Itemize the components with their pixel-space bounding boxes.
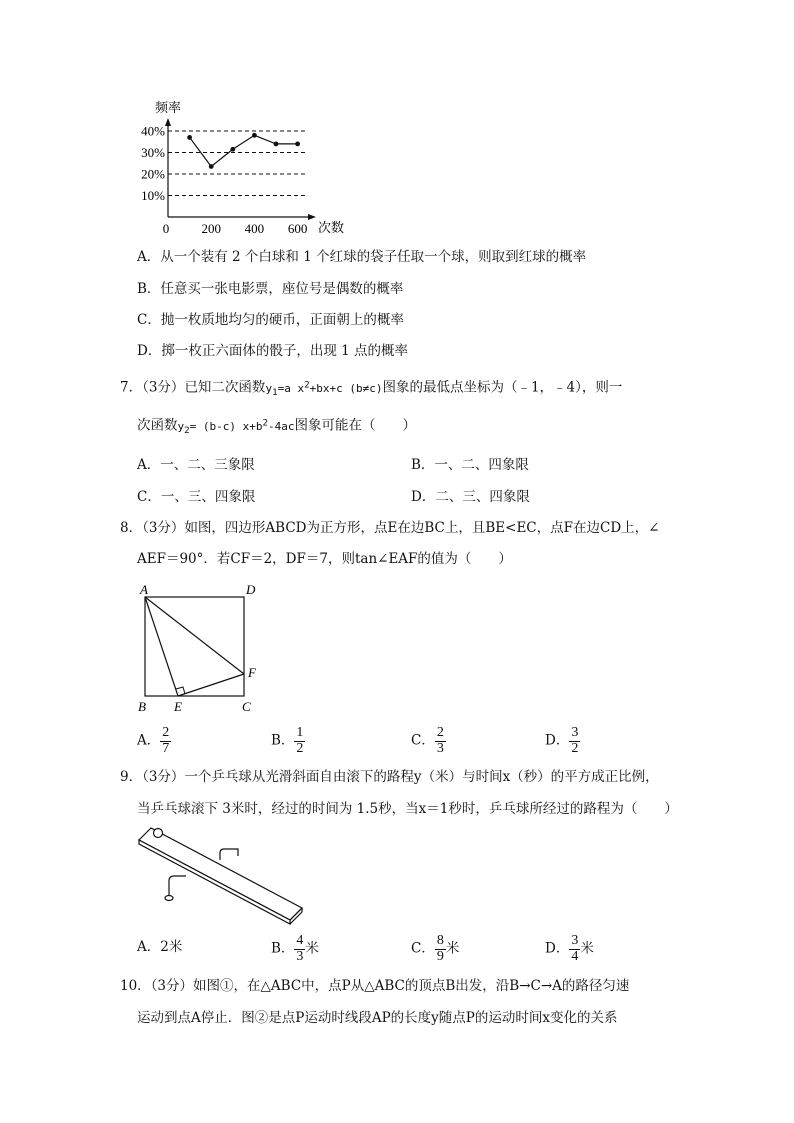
series-line [190,135,298,166]
label-b: B [138,699,146,714]
square-figure [130,580,270,715]
q8-option-b: B． $\frac{1}{2}$ [271,725,304,756]
q8-line1: 8．（3分）如图，四边形ABCD为正方形，点E在边BC上，且BE<EC，点F在边CD上，∠ [120,520,660,536]
q8-option-c: C． $\frac{2}{3}$ [411,725,444,756]
chart-ylabel: 频率 [155,100,182,115]
chart-xlabel: 次数 [318,220,345,235]
board-support-right [220,849,238,860]
y-tick-label: 10% [141,188,165,203]
ping-pong-ball [154,829,163,838]
q7-option-a: A．一、二、三象限 [137,457,255,473]
q7-option-d: D．二、三、四象限 [411,489,530,505]
segment-af [145,597,244,674]
label-c: C [242,699,251,714]
x-tick-label: 0 [162,221,170,236]
q8-line2: AEF＝90°．若CF＝2，DF＝7，则tan∠EAF的值为（ ） [137,551,512,567]
label-f: F [248,665,256,680]
data-point [295,142,300,147]
q8-option-a: A． $\frac{2}{7}$ [137,725,170,756]
q9-option-c: C． $\frac{8}{9}$ 米 [411,933,460,964]
x-tick-label: 400 [244,221,265,236]
q6-option-d: D．掷一枚正六面体的骰子，出现 1 点的概率 [137,343,408,359]
incline-board-figure [134,820,309,925]
label-e: E [174,699,182,714]
square-abcd [145,597,244,696]
data-point [230,147,235,152]
data-point [274,142,279,147]
q9-option-a: A．2米 [137,939,183,955]
q6-option-c: C．抛一枚质地均匀的硬币，正面朝上的概率 [137,312,404,328]
board-support-left [169,876,186,895]
x-tick-label: 600 [287,221,308,236]
segment-ef [178,674,244,696]
q7-option-b: B．一、二、四象限 [411,457,529,473]
board-support-foot [165,896,173,901]
x-tick-label: 200 [201,221,221,236]
q7-line2: 次函数$y_2= (b-c)$ $x+b^2-4ac$图象可能在（ ） [137,417,417,436]
x-axis-arrow [308,214,316,220]
board-top [139,828,302,920]
q6-option-b: B．任意买一张电影票，座位号是偶数的概率 [137,281,404,297]
q7-option-c: C．一、三、四象限 [137,489,256,505]
q8-option-d: D． $\frac{3}{2}$ [545,725,579,756]
y-tick-label: 40% [141,123,165,139]
board-side [139,840,290,924]
q7-line1: 7．（3分）已知二次函数$y_1=a$ $x^2+bx+c$ (b≠c)图象的最低点坐标为（﹣1，﹣4），则一 [120,379,623,398]
y-tick-label: 30% [141,145,165,160]
label-d: D [246,582,256,597]
data-point [187,135,192,140]
y-axis-arrow [165,118,171,126]
segment-ae [145,597,178,696]
q9-option-b: B． $\frac{4}{3}$ 米 [271,933,319,964]
y-tick-label: 20% [141,166,165,182]
data-point [252,133,257,138]
frequency-line-chart [120,92,360,242]
q10-line1: 10．（3分）如图①，在△ABC中，点P从△ABC的顶点B出发，沿B→C→A的路径匀速 [120,978,630,994]
q9-line2: 当乒乓球滚下 3米时，经过的时间为 1.5秒，当x＝1秒时，乒乓球所经过的路程为（ ） [137,801,678,817]
data-point [209,164,214,169]
q10-line2: 运动到点A停止．图②是点P运动时线段AP的长度y随点P的运动时间x变化的关系 [137,1010,618,1026]
q6-option-a: A．从一个装有 2 个白球和 1 个红球的袋子任取一个球，则取到红球的概率 [137,249,587,265]
label-a: A [140,582,148,597]
q9-option-d: D． $\frac{3}{4}$ 米 [545,933,594,964]
q9-line1: 9．（3分）一个乒乓球从光滑斜面自由滚下的路程y（米）与时间x（秒）的平方成正比例， [120,769,659,785]
